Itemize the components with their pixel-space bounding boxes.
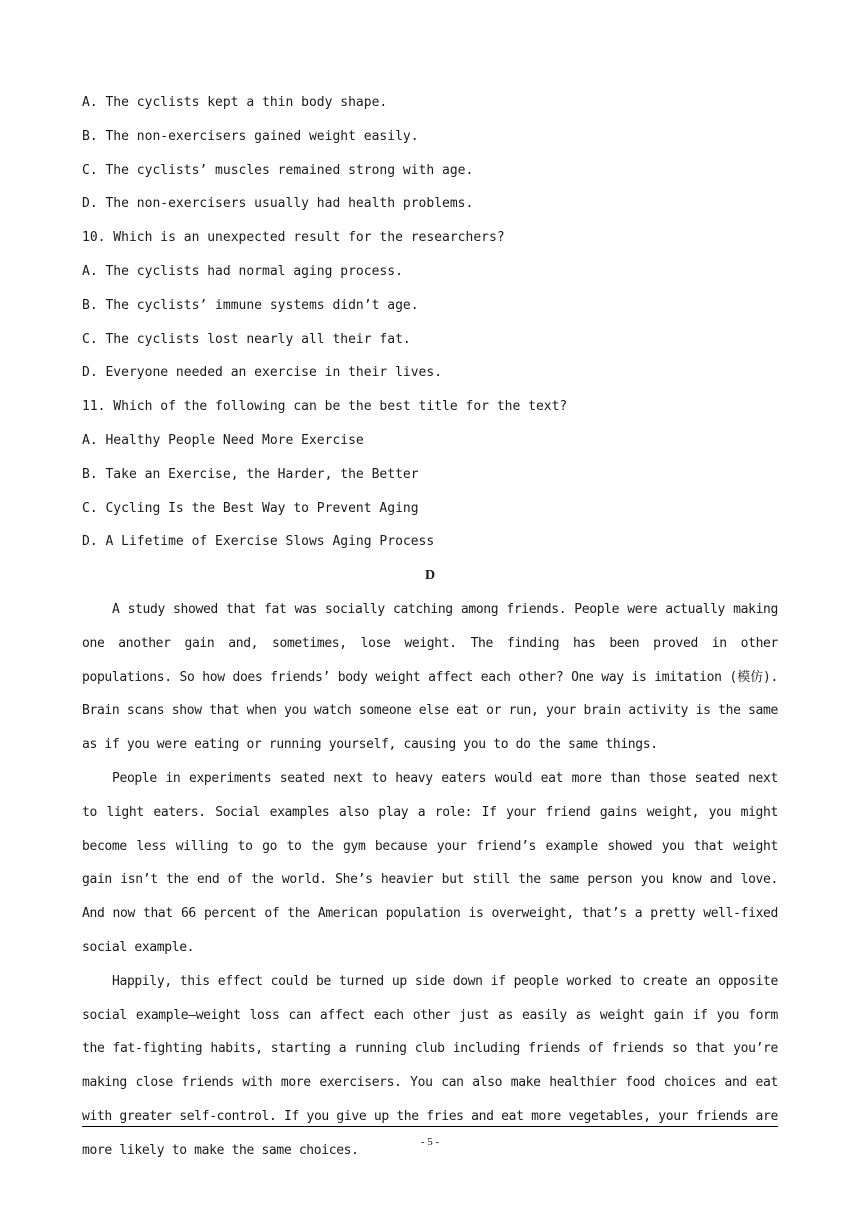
passage-paragraph-2: People in experiments seated next to heavy eaters would eat more than those seated next to light eaters. Social examples also play a role: If your friend gains weight, you might become less willing to go to the gym because your friend’s example showed you that weight gain isn’t the end of the world. She’s heavier but still the same person you know and love. And now that 66 percent of the American population is overweight, that’s a pretty well-fixed social example. [82,770,778,955]
option-10c: C. The cyclists lost nearly all their fat. [82,331,411,347]
passage-paragraph-3: Happily, this effect could be turned up side down if people worked to create an opposite social example—weight loss can affect each other just as easily as weight gain if you form the fat-fighting habits, starting a running club including friends of friends so that you’re making close friends with more exercisers. You can also make healthier food choices and eat with greater self-control. If you give up the fries and eat more vegetables, your friends are more likely to make the same choices. [82,973,778,1158]
question-10-stem: 10. Which is an unexpected result for the researchers? [82,230,505,246]
option-9b: B. The non-exercisers gained weight easily. [82,128,419,144]
passage-heading: D [424,568,436,584]
option-10b: B. The cyclists’ immune systems didn’t age. [82,297,419,313]
option-9a: A. The cyclists kept a thin body shape. [82,95,388,110]
footer-divider [82,1126,778,1127]
option-10a: A. The cyclists had normal aging process. [82,263,403,279]
option-9c: C. The cyclists’ muscles remained strong with age. [82,162,474,178]
option-11b: B. Take an Exercise, the Harder, the Better [82,466,419,482]
question-11-stem: 11. Which of the following can be the best title for the text? [82,399,568,415]
passage-paragraph-1: A study showed that fat was socially catching among friends. People were actually making one another gain and, sometimes, lose weight. The finding has been proved in other populations. So how does friends’ body weight affect each other? One way is imitation (模仿). Brain scans show that when you watch someone else eat or run, your brain activity is the same as if you were eating or running yourself, causing you to do the same things. [82,601,778,753]
option-11d: D. A Lifetime of Exercise Slows Aging Process [82,534,435,550]
option-11a: A. Healthy People Need More Exercise [82,432,364,448]
option-11c: C. Cycling Is the Best Way to Prevent Aging [82,500,419,516]
page-number: - 5 - [420,1136,440,1148]
page-content [82,86,778,1168]
option-9d: D. The non-exercisers usually had health problems. [82,196,474,212]
option-10d: D. Everyone needed an exercise in their lives. [82,365,443,381]
